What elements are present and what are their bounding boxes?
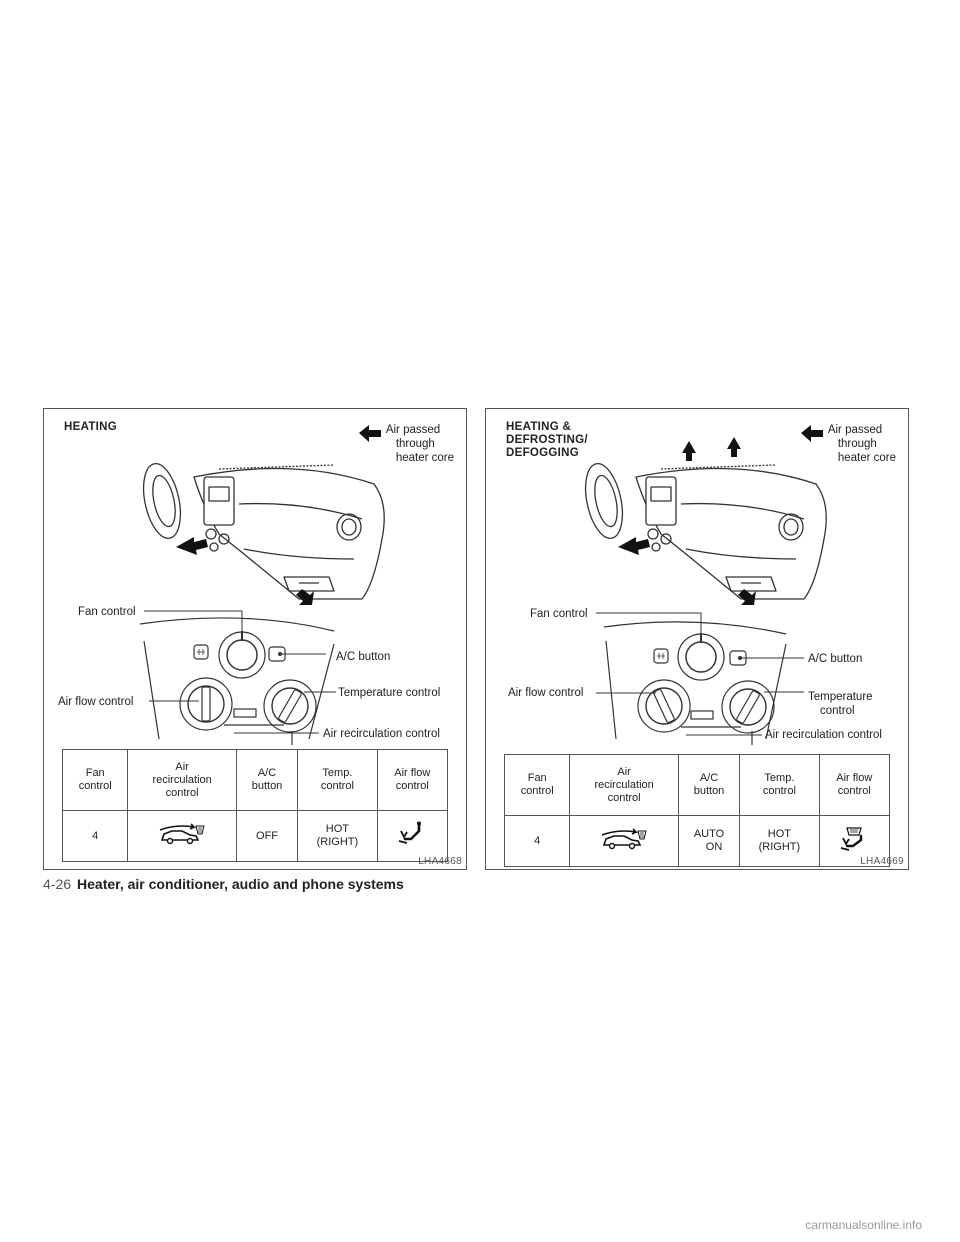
legend-line-3: heater core [395,452,454,464]
heating-panel [43,408,467,870]
value-fan-speed: 4 [63,811,128,862]
value-temp-control: HOT (RIGHT) [298,811,377,862]
panel-title: HEATING & DEFROSTING/ DEFOGGING [506,421,588,459]
value-row [505,816,890,867]
foot-vent-icon [397,821,427,847]
header-ac-button: A/C button [236,750,297,811]
callout-ac-button: A/C button [336,651,391,663]
header-air-recirculation-control: Air recirculation control [570,755,678,816]
figure-code: LHA4668 [418,856,462,867]
settings-table [62,749,448,862]
settings-table [504,754,890,867]
legend-line-3: heater core [837,452,896,464]
legend-line-1: Air passed [385,424,441,436]
header-temp-control: Temp. control [298,750,377,811]
value-air-flow [377,811,447,862]
callout-air-recirculation-control: Air recirculation control [323,728,440,740]
value-row [63,811,448,862]
value-fan-speed: 4 [505,816,570,867]
value-air-recirculation [570,816,678,867]
header-temp-control: Temp. control [740,755,819,816]
header-row [63,750,448,811]
legend-line-2: through [395,438,435,450]
callout-ac-button: A/C button [808,653,863,665]
airflow-arrow [682,441,696,461]
header-fan-control: Fan control [63,750,128,811]
legend-line-1: Air passed [827,424,883,436]
legend-line-2: through [837,438,877,450]
header-air-flow-control: Air flow control [377,750,447,811]
airflow-arrow [727,437,741,457]
defrost-foot-vent-icon [839,826,869,852]
callout-temperature-control: Temperature control [338,687,441,699]
callout-fan-control: Fan control [78,606,136,618]
header-ac-button: A/C button [678,755,739,816]
airflow-arrow [618,537,650,555]
callout-temperature-control: Temperature control [808,691,873,717]
panel-title: HEATING [64,421,117,433]
header-air-flow-control: Air flow control [819,755,889,816]
value-ac-button: AUTO ON [678,816,739,867]
car-outside-air-icon [598,827,650,851]
header-air-recirculation-control: Air recirculation control [128,750,236,811]
value-temp-control: HOT (RIGHT) [740,816,819,867]
header-fan-control: Fan control [505,755,570,816]
callout-fan-control: Fan control [530,608,588,620]
heating-defrosting-panel [485,408,909,870]
value-ac-button: OFF [236,811,297,862]
callout-air-flow-control: Air flow control [58,696,134,708]
callout-air-recirculation-control: Air recirculation control [765,729,882,741]
watermark: carmanualsonline.info [805,1218,922,1232]
value-air-recirculation [128,811,236,862]
figure-code: LHA4669 [860,856,904,867]
callout-air-flow-control: Air flow control [508,687,584,699]
car-outside-air-icon [156,822,208,846]
page-footer [43,876,404,892]
page-number: 4-26 [43,876,72,892]
chapter-title: Heater, air conditioner, audio and phone systems [77,876,404,892]
header-row [505,755,890,816]
airflow-arrow [176,537,208,555]
